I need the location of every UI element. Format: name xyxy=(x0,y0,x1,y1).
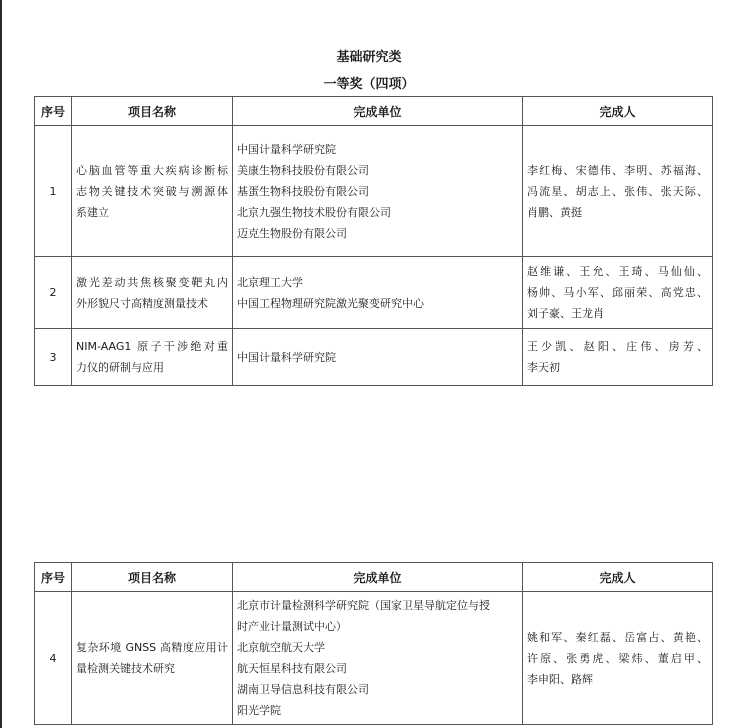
table-header-row xyxy=(35,563,713,592)
unit-line: 迈克生物股份有限公司 xyxy=(237,226,347,240)
completers xyxy=(523,329,713,386)
table-row xyxy=(35,329,713,386)
unit-line: 北京九强生物技术股份有限公司 xyxy=(237,205,391,219)
page-left-border xyxy=(0,0,2,728)
completing-units xyxy=(233,329,523,386)
project-line: 力仪的研制与应用 xyxy=(76,361,164,374)
unit-line: 北京市计量检测科学研究院（国家卫星导航定位与授 xyxy=(237,599,490,612)
project-line: 志物关键技术突破与溯源体 xyxy=(76,184,228,198)
row-no: 4 xyxy=(35,592,72,725)
header-units: 完成单位 xyxy=(233,563,523,592)
project-line: 外形貌尺寸高精度测量技术 xyxy=(76,296,208,310)
people-line: 冯流星、胡志上、张伟、张天际、 xyxy=(527,184,708,198)
header-project: 项目名称 xyxy=(72,563,233,592)
people-line: 刘子豪、王龙肖 xyxy=(527,307,604,320)
people-line: 许原、张勇虎、梁炜、董启甲、 xyxy=(527,651,708,665)
unit-line: 航天恒星科技有限公司 xyxy=(237,662,347,675)
people-line: 赵维谦、王允、王琦、马仙仙、 xyxy=(527,265,708,278)
completers xyxy=(523,592,713,725)
award-table-1 xyxy=(34,96,713,386)
award-table-2 xyxy=(34,562,713,725)
completing-units xyxy=(233,592,523,725)
people-line: 李天初 xyxy=(527,361,560,374)
project-name xyxy=(72,126,233,257)
people-line: 王少凯、赵阳、庄伟、房芳、 xyxy=(527,340,708,353)
people-line: 李申阳、路辉 xyxy=(527,672,593,686)
project-name xyxy=(72,257,233,329)
completing-units xyxy=(233,126,523,257)
project-line: NIM-AAG1 原子干涉绝对重 xyxy=(76,340,228,353)
header-no: 序号 xyxy=(35,563,72,592)
project-name xyxy=(72,592,233,725)
unit-line: 北京理工大学 xyxy=(237,275,303,289)
unit-line: 北京航空航天大学 xyxy=(237,641,325,654)
people-line: 杨帅、马小军、邱丽荣、高党忠、 xyxy=(527,286,708,299)
completers xyxy=(523,126,713,257)
table-row xyxy=(35,126,713,257)
people-line: 肖鹏、黄挺 xyxy=(527,205,582,219)
unit-line: 湖南卫导信息科技有限公司 xyxy=(237,683,369,696)
unit-line: 基蛋生物科技股份有限公司 xyxy=(237,184,369,198)
project-line: 量检测关键技术研究 xyxy=(76,662,175,675)
project-line: 激光差动共焦核聚变靶丸内 xyxy=(76,275,228,289)
project-line: 系建立 xyxy=(76,205,109,219)
table-header-row xyxy=(35,97,713,126)
header-people: 完成人 xyxy=(523,97,713,126)
unit-line: 阳光学院 xyxy=(237,704,281,717)
header-no: 序号 xyxy=(35,97,72,126)
project-line: 复杂环境 GNSS 高精度应用计 xyxy=(76,641,228,654)
project-line: 心脑血管等重大疾病诊断标 xyxy=(76,163,228,177)
row-no: 2 xyxy=(35,257,72,329)
header-units: 完成单位 xyxy=(233,97,523,126)
row-no: 3 xyxy=(35,329,72,386)
award-level-title: 一等奖（四项） xyxy=(323,77,415,92)
completers xyxy=(523,257,713,329)
unit-line: 美康生物科技股份有限公司 xyxy=(237,163,369,177)
unit-line: 中国计量科学研究院 xyxy=(237,350,336,364)
table-row xyxy=(35,257,713,329)
header-people: 完成人 xyxy=(523,563,713,592)
table-row xyxy=(35,592,713,725)
unit-line: 中国工程物理研究院激光聚变研究中心 xyxy=(237,296,424,310)
row-no: 1 xyxy=(35,126,72,257)
completing-units xyxy=(233,257,523,329)
unit-line: 时产业计量测试中心） xyxy=(237,620,347,633)
category-title: 基础研究类 xyxy=(336,50,402,65)
people-line: 姚和军、秦红磊、岳富占、黄艳、 xyxy=(527,630,708,644)
project-name xyxy=(72,329,233,386)
unit-line: 中国计量科学研究院 xyxy=(237,142,336,156)
people-line: 李红梅、宋德伟、李明、苏福海、 xyxy=(527,163,708,177)
header-project: 项目名称 xyxy=(72,97,233,126)
